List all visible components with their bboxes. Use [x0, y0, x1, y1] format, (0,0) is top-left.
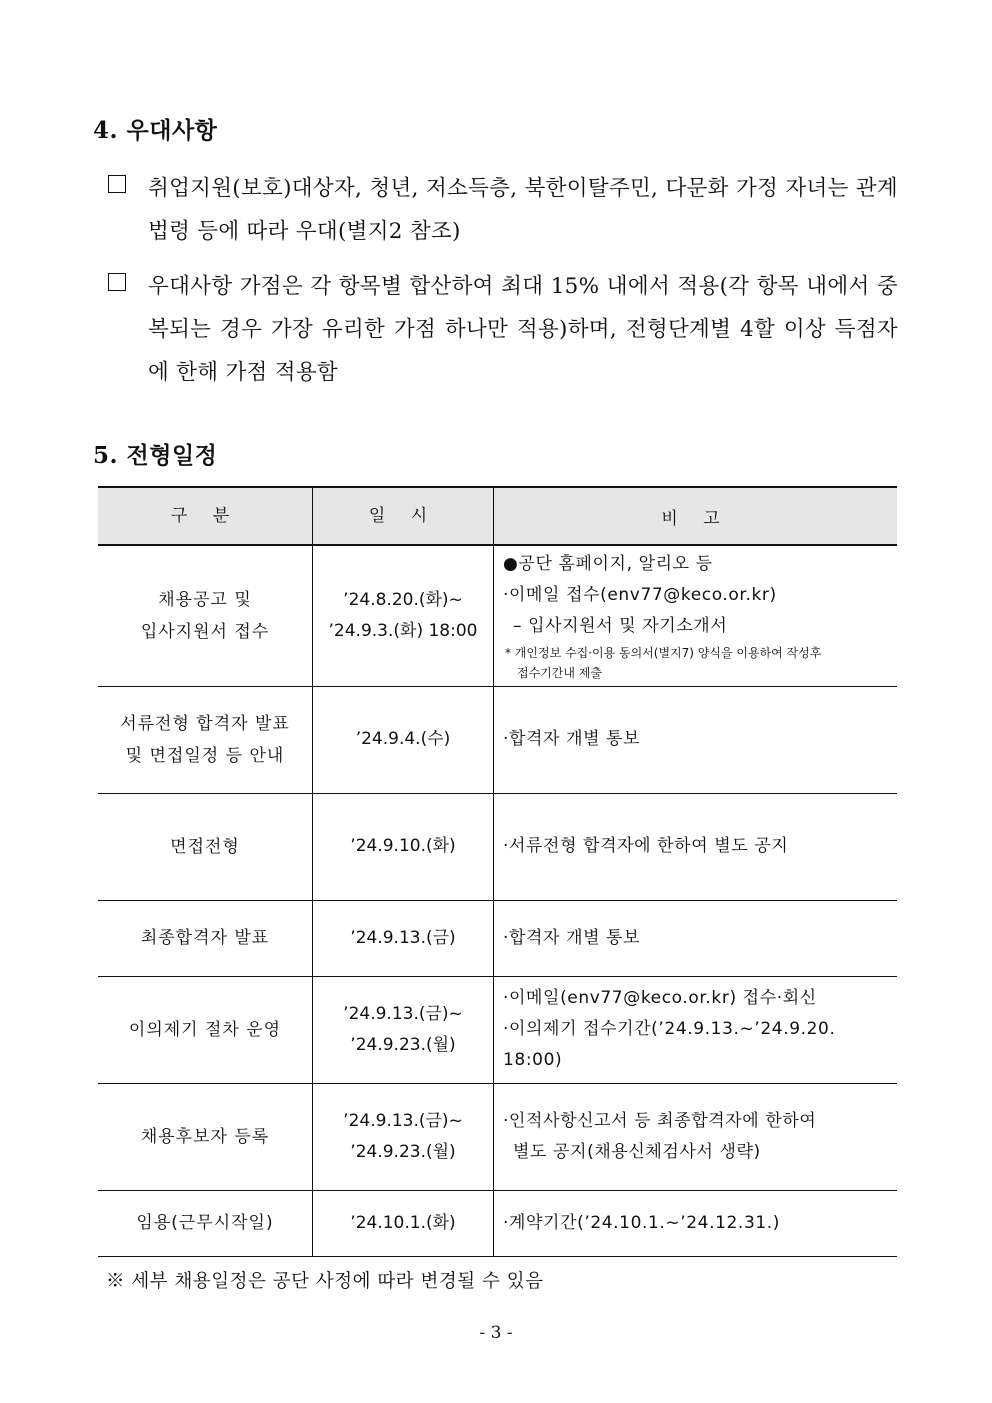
- row-remark: [494, 1083, 898, 1190]
- preference-item-2: [108, 265, 898, 394]
- table-row: [98, 545, 897, 686]
- row-date: [313, 976, 494, 1083]
- category-line: 채용공고 및: [158, 589, 252, 610]
- category-line: 입사지원서 접수: [140, 621, 270, 642]
- row-remark: [494, 686, 898, 793]
- date-line: ’24.8.20.(화)~: [343, 589, 463, 610]
- preference-item-text: 우대사항 가점은 각 항목별 합산하여 최대 15% 내에서 적용(각 항목 내에서 중복되는 경우 가장 유리한 가점 하나만 적용)하며, 전형단계별 4할 이상 득점자에 한해 가점 적용함: [148, 274, 898, 385]
- table-row: [98, 793, 897, 900]
- page-number: - 3 -: [479, 1323, 513, 1343]
- date-line: ’24.9.10.(화): [350, 836, 456, 856]
- row-remark: [494, 545, 898, 686]
- remark-line: ●공단 홈페이지, 알리오 등: [503, 554, 713, 575]
- row-category: [98, 1083, 313, 1190]
- row-date: [313, 793, 494, 900]
- table-row: [98, 900, 897, 976]
- category-line: 및 면접일정 등 안내: [125, 745, 285, 766]
- table-row: [98, 686, 897, 793]
- remark-line: ·이메일 접수(env77@keco.or.kr): [503, 585, 777, 606]
- remark-note: 접수기간내 제출: [517, 666, 602, 681]
- row-category: [98, 545, 313, 686]
- remark-line: ·서류전형 합격자에 한하여 별도 공지: [503, 836, 789, 856]
- table-row: [98, 1190, 897, 1256]
- date-line: ’24.9.4.(수): [355, 729, 451, 749]
- remark-line: ·합격자 개별 통보: [503, 927, 641, 948]
- section-4-heading: 4. 우대사항: [93, 117, 218, 144]
- category-line: 이의제기 절차 운영: [128, 1019, 282, 1040]
- remark-line: ·합격자 개별 통보: [503, 729, 641, 749]
- remark-line: ·계약기간(’24.10.1.~’24.12.31.): [503, 1212, 781, 1233]
- table-row: [98, 976, 897, 1083]
- checkbox-square-icon: [108, 175, 126, 193]
- date-line: ’24.9.13.(금)~: [343, 1003, 463, 1024]
- date-line: ’24.9.13.(금): [350, 927, 456, 948]
- row-category: [98, 900, 313, 976]
- remark-line: ·이의제기 접수기간(’24.9.13.~’24.9.20. 18:00): [503, 1019, 836, 1070]
- schedule-table: [98, 486, 897, 1257]
- table-row: [98, 1083, 897, 1190]
- date-line: ’24.9.23.(월): [350, 1034, 456, 1055]
- category-line: 면접전형: [170, 836, 240, 857]
- date-line: ’24.9.13.(금)~: [343, 1110, 463, 1131]
- header-category: 구 분: [98, 487, 313, 545]
- header-date: 일 시: [313, 487, 494, 545]
- category-line: 최종합격자 발표: [140, 928, 270, 948]
- row-date: [313, 1083, 494, 1190]
- row-date: [313, 686, 494, 793]
- row-remark: [494, 900, 898, 976]
- checkbox-square-icon: [108, 273, 126, 291]
- preference-item-1: [108, 167, 898, 253]
- date-line: ’24.9.3.(화) 18:00: [328, 620, 478, 641]
- header-remark: 비 고: [494, 487, 898, 545]
- row-category: [98, 976, 313, 1083]
- row-date: [313, 1190, 494, 1256]
- row-date: [313, 900, 494, 976]
- row-remark: [494, 1190, 898, 1256]
- date-line: ’24.9.23.(월): [350, 1141, 456, 1162]
- row-category: [98, 1190, 313, 1256]
- schedule-footnote: ※ 세부 채용일정은 공단 사정에 따라 변경될 수 있음: [106, 1271, 544, 1292]
- category-line: 채용후보자 등록: [140, 1126, 270, 1147]
- category-line: 임용(근무시작일): [136, 1213, 274, 1233]
- remark-note: * 개인정보 수집·이용 동의서(별지7) 양식을 이용하여 작성후: [505, 646, 822, 661]
- row-category: [98, 793, 313, 900]
- row-category: [98, 686, 313, 793]
- remark-line: ·인적사항신고서 등 최종합격자에 한하여: [503, 1110, 817, 1131]
- row-remark: [494, 793, 898, 900]
- row-remark: [494, 976, 898, 1083]
- date-line: ’24.10.1.(화): [350, 1212, 456, 1233]
- preference-item-text: 취업지원(보호)대상자, 청년, 저소득층, 북한이탈주민, 다문화 가정 자녀는 관계법령 등에 따라 우대(별지2 참조): [148, 176, 898, 244]
- remark-line: ·이메일(env77@keco.or.kr) 접수·회신: [503, 988, 817, 1008]
- section-5-heading: 5. 전형일정: [93, 442, 218, 469]
- category-line: 서류전형 합격자 발표: [120, 713, 290, 734]
- remark-line: – 입사지원서 및 자기소개서: [513, 616, 728, 637]
- row-date: [313, 545, 494, 686]
- table-header-row: [98, 487, 897, 545]
- remark-line: 별도 공지(채용신체검사서 생략): [513, 1141, 761, 1162]
